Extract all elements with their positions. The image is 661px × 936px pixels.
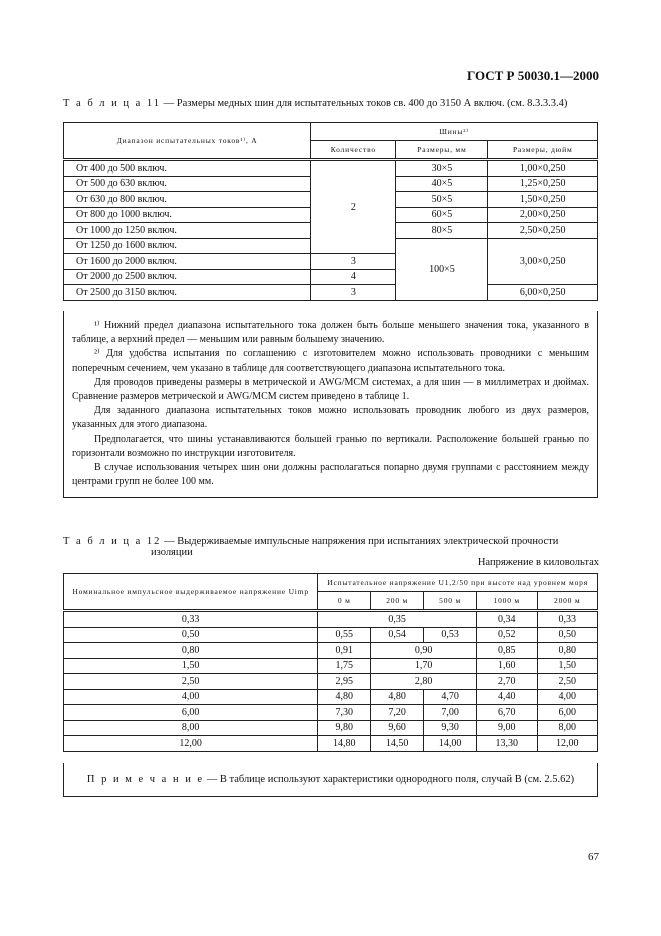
note-paragraph: Предполагается, что шины устанавливаются большей гранью по вертикали. Расположение большей гранью по горизонтали возможно по инструкции изготовителя. [72, 433, 589, 459]
table-cell: 4,80 [318, 689, 371, 705]
table-cell: 7,20 [371, 705, 424, 721]
table-cell: 9,00 [477, 720, 537, 736]
table-cell: 0,52 [477, 627, 537, 643]
table-cell: 0,33 [64, 611, 318, 628]
table-row [64, 160, 598, 177]
table-cell: 1,00×0,250 [488, 160, 598, 177]
table-cell: 0,80 [537, 643, 598, 659]
table12-caption: Т а б л и ц а 12 — Выдерживаемые импульсные напряжения при испытаниях электрической прочности изоляции [63, 536, 559, 558]
column-header: Диапазон испытательных токов¹⁾, А [64, 123, 311, 160]
table-cell: 14,50 [371, 736, 424, 752]
table-cell: От 800 до 1000 включ. [64, 207, 311, 223]
table-cell: 4,70 [424, 689, 477, 705]
table-cell: 80×5 [396, 223, 488, 239]
table-cell: От 2000 до 2500 включ. [64, 269, 311, 285]
table-cell: 0,33 [537, 611, 598, 628]
table-cell: 9,80 [318, 720, 371, 736]
table-row [64, 285, 598, 301]
table-cell: 100×5 [396, 238, 488, 300]
table-cell: От 500 до 630 включ. [64, 176, 311, 192]
table-cell: 0,50 [537, 627, 598, 643]
table-cell: 2,50×0,250 [488, 223, 598, 239]
table-cell: 4,80 [371, 689, 424, 705]
column-header: 2000 м [537, 592, 598, 611]
table11 [63, 122, 598, 301]
table-row [64, 627, 598, 643]
table-cell: 2,50 [537, 674, 598, 690]
table-cell: 2,00×0,250 [488, 207, 598, 223]
table-cell: 1,60 [477, 658, 537, 674]
table-cell: 4,00 [64, 689, 318, 705]
table-cell: 7,00 [424, 705, 477, 721]
note-paragraph: ¹⁾ Нижний предел диапазона испытательного тока должен быть больше меньшего значения тока, указанного в таблице, а верхний предел — меньшим или равным большему значению. [72, 320, 589, 346]
note-paragraph: В случае использования четырех шин они должны располагаться попарно двумя группами с расстоянием между центрами групп не более 100 мм. [72, 462, 589, 488]
column-header: 1000 м [477, 592, 537, 611]
table-cell: 1,50×0,250 [488, 192, 598, 208]
table-cell: 7,30 [318, 705, 371, 721]
table-cell: 14,80 [318, 736, 371, 752]
table-cell: 3,00×0,250 [488, 238, 598, 285]
table-cell: 2,95 [318, 674, 371, 690]
table-cell: От 1250 до 1600 включ. [64, 238, 311, 254]
table-cell: 8,00 [537, 720, 598, 736]
column-header: Размеры, дюйм [488, 141, 598, 160]
table-cell: 0,53 [424, 627, 477, 643]
table-cell: От 1600 до 2000 включ. [64, 254, 311, 270]
table-row [64, 736, 598, 752]
table-cell: От 2500 до 3150 включ. [64, 285, 311, 301]
table-cell: 0,34 [477, 611, 537, 628]
table-cell: 8,00 [64, 720, 318, 736]
table-cell: 0,35 [318, 611, 477, 628]
column-header: Номинальное импульсное выдерживаемое напряжение Uimp [64, 574, 318, 611]
table11-notes [63, 311, 598, 498]
table-cell: 0,55 [318, 627, 371, 643]
table-row [64, 705, 598, 721]
table-cell: 4,00 [537, 689, 598, 705]
table-cell: 4 [311, 269, 396, 285]
table-cell: 40×5 [396, 176, 488, 192]
table-cell: 0,54 [371, 627, 424, 643]
table-cell: 2,50 [64, 674, 318, 690]
table-cell: От 1000 до 1250 включ. [64, 223, 311, 239]
column-header: 200 м [371, 592, 424, 611]
table-cell: 12,00 [537, 736, 598, 752]
table12 [63, 573, 598, 752]
table-cell: 12,00 [64, 736, 318, 752]
table12-note: П р и м е ч а н и е — В таблице используют характеристики однородного поля, случай В (см. 2.5.62) [63, 763, 598, 797]
table-cell: 9,60 [371, 720, 424, 736]
table-cell: 0,80 [64, 643, 318, 659]
note-paragraph: Для проводов приведены размеры в метрической и AWG/MCM системах, а для шин — в миллиметрах и дюймах. Сравнение размеров метрической и AWG/MCM систем приведено в таблице 1. [72, 376, 589, 403]
table-cell: 4,40 [477, 689, 537, 705]
column-header: Размеры, мм [396, 141, 488, 160]
standard-header: ГОСТ Р 50030.1—2000 [467, 68, 599, 83]
note-paragraph: ²⁾ Для удобства испытания по соглашению с изготовителем можно использовать проводники с меньшим поперечным сечением, чем указано в таблице для соответствующего диапазона испытательного тока. [72, 348, 589, 374]
table-cell: 13,30 [477, 736, 537, 752]
table-row [64, 643, 598, 659]
column-header: Количество [311, 141, 396, 160]
column-header: Шины²⁾ [311, 123, 598, 141]
table-row [64, 674, 598, 690]
header-row [64, 574, 598, 592]
table-cell: 0,50 [64, 627, 318, 643]
table-row [64, 658, 598, 674]
table-cell: От 630 до 800 включ. [64, 192, 311, 208]
table-cell: 3 [311, 254, 396, 270]
table-cell: 3 [311, 285, 396, 301]
table-cell: 2,80 [371, 674, 477, 690]
column-header: Испытательное напряжение U1,2/50 при высоте над уровнем моря [318, 574, 598, 592]
table-row [64, 720, 598, 736]
table-cell: 1,25×0,250 [488, 176, 598, 192]
table-cell: 0,90 [371, 643, 477, 659]
table-cell: 9,30 [424, 720, 477, 736]
table-cell: 6,00×0,250 [488, 285, 598, 301]
table-cell: 50×5 [396, 192, 488, 208]
table-cell: 0,85 [477, 643, 537, 659]
column-header: 0 м [318, 592, 371, 611]
table-cell: 0,91 [318, 643, 371, 659]
table-cell: 6,00 [537, 705, 598, 721]
table-cell: От 400 до 500 включ. [64, 160, 311, 177]
table-cell: 1,75 [318, 658, 371, 674]
table-cell: 6,00 [64, 705, 318, 721]
table-cell: 1,50 [64, 658, 318, 674]
page-number: 67 [588, 851, 599, 863]
table12-unit: Напряжение в киловольтах [477, 557, 599, 568]
table-cell: 60×5 [396, 207, 488, 223]
table-cell: 6,70 [477, 705, 537, 721]
table-row [64, 611, 598, 628]
note-paragraph: Для заданного диапазона испытательных токов можно использовать проводник любого из двух размеров, указанных для этого диапазона. [72, 405, 589, 431]
table-cell: 14,00 [424, 736, 477, 752]
table-cell: 2 [311, 160, 396, 254]
table11-caption: Т а б л и ц а 11 — Размеры медных шин для испытательных токов св. 400 до 3150 А включ. (см. 8.3.3.3.4) [63, 98, 568, 109]
table-cell: 30×5 [396, 160, 488, 177]
table-cell: 1,50 [537, 658, 598, 674]
header-row [64, 123, 598, 141]
table-row [64, 689, 598, 705]
table-cell: 1,70 [371, 658, 477, 674]
table-cell: 2,70 [477, 674, 537, 690]
column-header: 500 м [424, 592, 477, 611]
